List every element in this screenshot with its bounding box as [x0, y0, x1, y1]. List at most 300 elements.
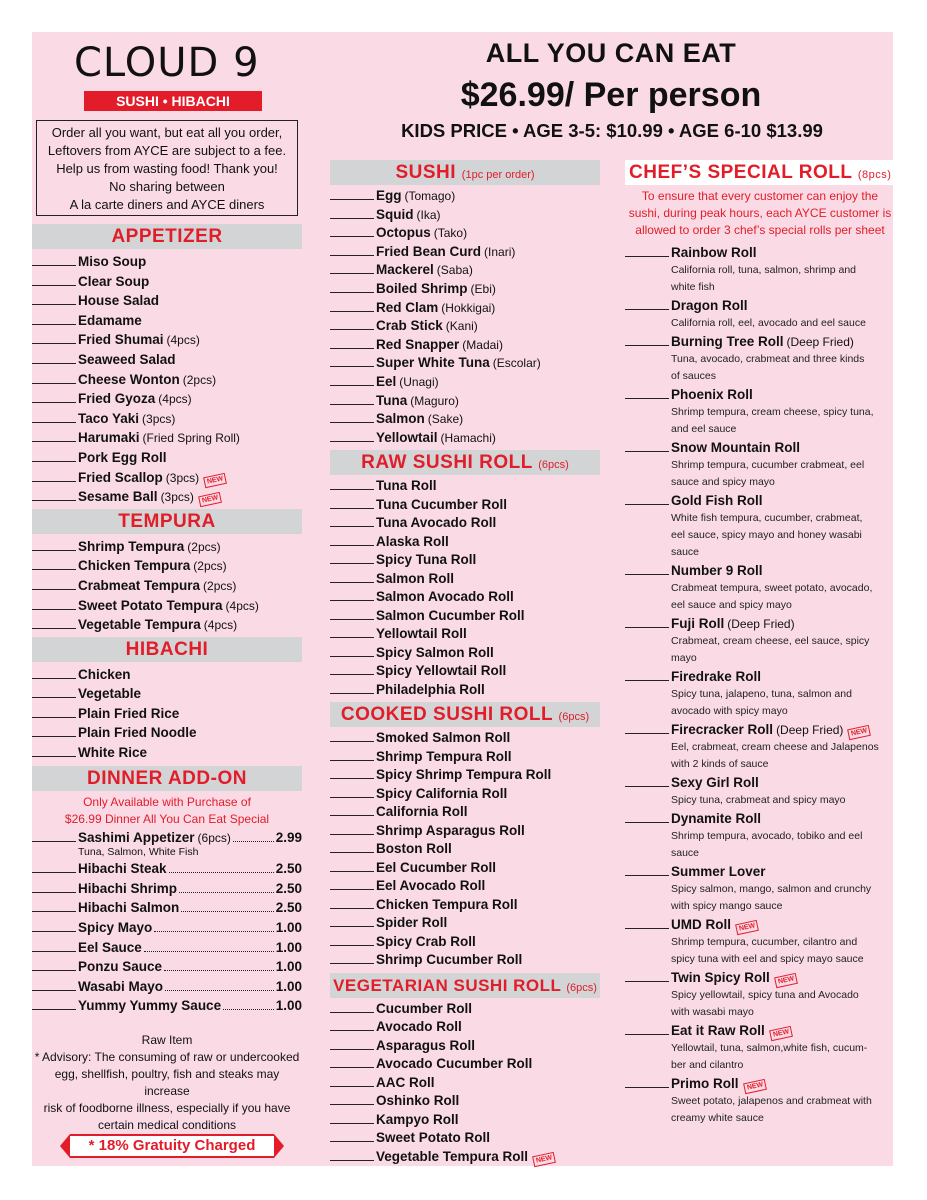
item-note: (Ebi): [470, 281, 496, 296]
item-name: Egg: [376, 188, 402, 203]
menu-item: [330, 803, 600, 822]
order-blank: [625, 775, 669, 787]
chef-roll: [625, 773, 895, 809]
menu-item: [330, 280, 600, 299]
order-blank: [330, 552, 374, 564]
menu-item: [330, 496, 600, 515]
veg-roll-heading: [330, 973, 600, 998]
order-blank: [330, 355, 374, 367]
item-name: Wasabi Mayo: [78, 978, 164, 994]
order-blank: [32, 830, 76, 842]
order-blank: [330, 589, 374, 601]
addon-sub2: $26.99 Dinner All You Can Eat Special: [64, 811, 270, 826]
item-name: Avocado Cucumber Roll: [376, 1056, 533, 1072]
roll-desc: ber and cilantro: [671, 1059, 744, 1071]
order-blank: [330, 244, 374, 256]
left-column: [32, 32, 302, 1166]
order-blank: [330, 804, 374, 816]
item-note: (Saba): [436, 263, 473, 278]
dot-leader: [233, 830, 274, 842]
item-note: (2pcs): [193, 559, 227, 574]
menu-item: [330, 354, 600, 373]
item-name: Spicy Tuna Roll: [376, 552, 477, 568]
item-note: (3pcs): [165, 470, 200, 485]
item-name: Tuna Avocado Roll: [376, 515, 497, 531]
item-name: Twin Spicy Roll: [671, 970, 770, 985]
menu-item: [32, 448, 302, 468]
new-badge: NEW: [769, 1026, 793, 1041]
chef-roll: [625, 561, 895, 614]
item-note: (Madai): [462, 337, 503, 352]
raw-roll-list: [330, 475, 600, 699]
item-name: Tuna: [376, 392, 408, 408]
item-name: Clear Soup: [78, 273, 150, 289]
roll-desc: Shrimp tempura, avocado, tobiko and eel: [671, 830, 863, 842]
item-price: 2.50: [275, 861, 302, 877]
menu-item: [32, 330, 302, 350]
item-name: Burning Tree Roll: [671, 334, 784, 349]
roll-desc: Crabmeat tempura, sweet potato, avocado,: [671, 582, 873, 594]
item-note: (Hamachi): [440, 430, 496, 445]
item-name: Sesame Ball: [78, 489, 158, 505]
item-name: Salmon: [376, 411, 425, 427]
chef-roll: [625, 915, 895, 968]
new-badge: NEW: [743, 1079, 767, 1094]
cooked-roll-heading: [330, 702, 600, 727]
item-name: Crab Stick: [376, 318, 443, 334]
menu-item: [32, 957, 302, 977]
item-name: Asparagus Roll: [376, 1037, 476, 1053]
order-blank: [330, 188, 374, 200]
item-price: 1.00: [275, 939, 302, 955]
item-name: Spicy California Roll: [376, 785, 508, 801]
hibachi-list: [32, 662, 302, 763]
item-name: Chicken: [78, 666, 131, 682]
menu-item: [32, 743, 302, 763]
item-note: (4pcs): [225, 598, 259, 613]
chef-roll: [625, 862, 895, 915]
item-name: Fuji Roll: [671, 616, 725, 631]
item-name: Tuna Cucumber Roll: [376, 496, 508, 512]
item-name: Eel Avocado Roll: [376, 878, 486, 894]
order-blank: [32, 391, 76, 403]
order-blank: [32, 861, 76, 873]
item-name: Spider Roll: [376, 915, 448, 931]
roll-desc: with wasabi mayo: [671, 1006, 754, 1018]
roll-desc: Shrimp tempura, cream cheese, spicy tuna,: [671, 406, 874, 418]
menu-item: [625, 1074, 895, 1093]
item-name: Octopus: [376, 225, 431, 241]
menu-item: [330, 514, 600, 533]
menu-item: [330, 588, 600, 607]
roll-desc: eel sauce and spicy mayo: [671, 599, 792, 611]
order-blank: [625, 616, 669, 628]
menu-item: [32, 272, 302, 292]
roll-desc: sauce: [671, 546, 700, 558]
menu-item: [330, 317, 600, 336]
order-blank: [625, 245, 669, 257]
logo: CLOUD 9: [74, 40, 260, 86]
order-blank: [330, 374, 374, 386]
order-blank: [32, 881, 76, 893]
item-name: Spicy Shrimp Tempura Roll: [376, 767, 552, 783]
order-blank: [330, 841, 374, 853]
item-name: Firecracker Roll: [671, 722, 774, 737]
menu-item: [32, 596, 302, 616]
item-name: Phoenix Roll: [671, 387, 753, 402]
dot-leader: [165, 979, 274, 991]
menu-item: [330, 681, 600, 700]
sushi-list: [330, 185, 600, 447]
order-blank: [32, 706, 76, 718]
appetizer-heading: APPETIZER: [32, 224, 302, 249]
item-name: Edamame: [78, 312, 142, 328]
menu-item: [330, 410, 600, 429]
item-name: Eel: [376, 373, 397, 389]
item-name: Primo Roll: [671, 1076, 739, 1091]
cooked-roll-list: [330, 727, 600, 970]
menu-item: [330, 533, 600, 552]
middle-column: [330, 160, 600, 1166]
order-blank: [330, 1093, 374, 1105]
menu-item: [625, 915, 895, 934]
notice-box: [36, 120, 298, 216]
menu-item: [625, 438, 895, 457]
notice-line: A la carte diners and AYCE diners: [69, 197, 265, 212]
menu-item: [330, 785, 600, 804]
hibachi-heading: HIBACHI: [32, 637, 302, 662]
advisory-line: * Advisory: The consuming of raw or undercooked: [34, 1050, 300, 1064]
item-name: Eat it Raw Roll: [671, 1023, 765, 1038]
roll-desc: avocado with spicy mayo: [671, 705, 788, 717]
chef-roll: [625, 1021, 895, 1074]
order-blank: [330, 1130, 374, 1142]
chef-intro: sushi, during peak hours, each AYCE customer is: [628, 206, 892, 220]
item-note: (Deep Fried): [776, 723, 844, 737]
roll-desc: Crabmeat, cream cheese, eel sauce, spicy: [671, 635, 870, 647]
menu-item: [32, 350, 302, 370]
item-name: Shrimp Tempura: [78, 538, 185, 554]
menu-item: [32, 615, 302, 635]
new-badge: NEW: [532, 1152, 556, 1167]
item-name: Rainbow Roll: [671, 245, 757, 260]
item-name: Eel Cucumber Roll: [376, 859, 497, 875]
item-note: (Fried Spring Roll): [142, 431, 240, 446]
roll-desc: White fish tempura, cucumber, crabmeat,: [671, 512, 863, 524]
item-name: Cheese Wonton: [78, 371, 180, 387]
order-blank: [32, 313, 76, 325]
order-blank: [330, 1019, 374, 1031]
item-name: Sashimi Appetizer: [78, 829, 195, 845]
item-name: Spicy Crab Roll: [376, 933, 476, 949]
roll-desc: Yellowtail, tuna, salmon,white fish, cucum-: [671, 1042, 868, 1054]
menu-item: [330, 877, 600, 896]
order-blank: [32, 430, 76, 442]
order-blank: [32, 920, 76, 932]
order-blank: [330, 749, 374, 761]
item-name: Seaweed Salad: [78, 351, 176, 367]
order-blank: [32, 578, 76, 590]
menu-item: [330, 1074, 600, 1093]
order-blank: [625, 1076, 669, 1088]
order-blank: [330, 860, 374, 872]
order-blank: [32, 352, 76, 364]
item-note: (Tako): [433, 226, 468, 241]
menu-item: [32, 723, 302, 743]
menu-item: [330, 1000, 600, 1019]
order-blank: [625, 563, 669, 575]
chef-roll-list: [625, 239, 895, 1127]
order-blank: [330, 1075, 374, 1087]
cooked-roll-heading-sub: (6pcs): [558, 711, 590, 724]
order-blank: [32, 979, 76, 991]
veg-roll-heading-sub: (6pcs): [566, 981, 597, 994]
menu-item: [32, 537, 302, 557]
order-blank: [330, 1149, 374, 1161]
item-name: Cucumber Roll: [376, 1000, 473, 1016]
menu-item: [330, 840, 600, 859]
item-name: Philadelphia Roll: [376, 681, 485, 697]
item-name: Ponzu Sauce: [78, 959, 163, 975]
new-badge: NEW: [203, 472, 227, 487]
menu-item: [625, 332, 895, 351]
veg-roll-heading-title: VEGETARIAN SUSHI ROLL: [333, 975, 562, 995]
order-blank: [32, 686, 76, 698]
menu-item: [330, 1111, 600, 1130]
order-blank: [330, 534, 374, 546]
menu-item: [32, 409, 302, 429]
item-name: UMD Roll: [671, 917, 731, 932]
menu-item: [32, 684, 302, 704]
order-blank: [32, 598, 76, 610]
order-blank: [625, 334, 669, 346]
item-name: Vegetable Tempura: [78, 617, 201, 633]
menu-item: [625, 296, 895, 315]
kids-price: KIDS PRICE • AGE 3-5: $10.99 • AGE 6-10 $13.99: [401, 120, 823, 141]
menu-item: [330, 607, 600, 626]
chef-roll: [625, 1074, 895, 1127]
menu-item: [625, 385, 895, 404]
roll-desc: with spicy mango sauce: [671, 900, 783, 912]
order-blank: [32, 332, 76, 344]
roll-desc: sauce and spicy mayo: [671, 476, 775, 488]
order-blank: [330, 1056, 374, 1068]
dot-leader: [144, 940, 274, 952]
menu-item: [330, 933, 600, 952]
item-name: Smoked Salmon Roll: [376, 730, 511, 746]
item-name: Hibachi Salmon: [78, 900, 180, 916]
chef-roll: [625, 968, 895, 1021]
advisory-line: egg, shellfish, poultry, fish and steaks may increase: [54, 1067, 280, 1098]
roll-desc: Spicy tuna, crabmeat and spicy mayo: [671, 794, 846, 806]
menu-item: [625, 614, 895, 633]
menu-item: [32, 252, 302, 272]
menu-item: [330, 224, 600, 243]
item-name: Hibachi Shrimp: [78, 880, 178, 896]
menu-item: [625, 1021, 895, 1040]
menu-item: [330, 896, 600, 915]
item-price: 2.50: [275, 880, 302, 896]
order-blank: [625, 811, 669, 823]
item-note: (Escolar): [492, 356, 541, 371]
order-blank: [32, 617, 76, 629]
menu-item: [625, 968, 895, 987]
chef-heading: [625, 160, 895, 185]
order-blank: [330, 1112, 374, 1124]
dot-leader: [164, 959, 274, 971]
item-name: Vegetable Tempura Roll: [376, 1148, 529, 1164]
item-name: Boiled Shrimp: [376, 280, 468, 296]
tempura-list: [32, 534, 302, 635]
item-name: Spicy Yellowtail Roll: [376, 663, 507, 679]
order-blank: [330, 393, 374, 405]
roll-desc: white fish: [671, 281, 715, 293]
item-name: Dragon Roll: [671, 298, 748, 313]
order-blank: [625, 493, 669, 505]
addon-heading: DINNER ADD-ON: [32, 766, 302, 791]
menu-item: [32, 996, 302, 1016]
order-blank: [330, 430, 374, 442]
menu-item: [32, 918, 302, 938]
menu-item: [32, 556, 302, 576]
order-blank: [625, 970, 669, 982]
item-note: (Tomago): [404, 189, 456, 203]
item-name: Yellowtail Roll: [376, 626, 467, 642]
sushi-heading: [330, 160, 600, 185]
order-blank: [330, 1001, 374, 1013]
item-name: House Salad: [78, 293, 160, 309]
item-name: Yellowtail: [376, 429, 438, 445]
menu-item: [32, 576, 302, 596]
item-name: Salmon Avocado Roll: [376, 589, 514, 605]
logo-tagline: SUSHI • HIBACHI: [84, 91, 262, 111]
order-blank: [625, 1023, 669, 1035]
menu-item: [330, 187, 600, 206]
item-name: Super White Tuna: [376, 355, 490, 371]
roll-desc: spicy tuna with eel and spicy mayo sauce: [671, 953, 864, 965]
item-name: Red Clam: [376, 299, 439, 315]
roll-desc: Shrimp tempura, cucumber, cilantro and: [671, 936, 858, 948]
menu-item: [32, 311, 302, 331]
order-blank: [32, 667, 76, 679]
dot-leader: [169, 861, 274, 873]
chef-roll: [625, 438, 895, 491]
item-note: (Inari): [484, 244, 516, 259]
menu-item: [330, 644, 600, 663]
item-price: 1.00: [275, 998, 302, 1014]
menu-item: [625, 491, 895, 510]
item-name: Mackerel: [376, 262, 434, 278]
item-note: (4pcs): [166, 333, 200, 348]
order-blank: [32, 411, 76, 423]
menu-item: [330, 570, 600, 589]
item-note: (4pcs): [203, 618, 238, 633]
order-blank: [32, 900, 76, 912]
order-blank: [32, 539, 76, 551]
menu-item: [32, 370, 302, 390]
order-blank: [330, 915, 374, 927]
order-blank: [330, 878, 374, 890]
roll-desc: sauce: [671, 847, 700, 859]
chef-roll: [625, 243, 895, 296]
menu-item: [330, 766, 600, 785]
chef-roll: [625, 491, 895, 561]
item-name: Sweet Potato Tempura: [78, 597, 223, 613]
order-blank: [330, 823, 374, 835]
order-blank: [32, 940, 76, 952]
chef-roll: [625, 809, 895, 862]
order-blank: [330, 337, 374, 349]
roll-desc: Tuna, avocado, crabmeat and three kinds: [671, 353, 865, 365]
item-note: (Deep Fried): [727, 617, 795, 631]
menu-item: [32, 859, 302, 879]
item-name: Fried Shumai: [78, 332, 164, 348]
item-name: Taco Yaki: [78, 410, 140, 426]
order-blank: [625, 722, 669, 734]
item-name: Fried Scallop: [78, 469, 163, 485]
notice-line: No sharing between: [109, 179, 225, 194]
item-name: Red Snapper: [376, 336, 460, 352]
order-blank: [32, 558, 76, 570]
order-blank: [330, 300, 374, 312]
addon-list: [32, 828, 302, 1016]
menu-item: [330, 859, 600, 878]
advisory-line: risk of foodborne illness, especially if you have: [43, 1101, 291, 1115]
notice-line: Leftovers from AYCE are subject to a fee.: [47, 143, 287, 158]
item-name: White Rice: [78, 745, 148, 761]
item-note: (Deep Fried): [786, 335, 854, 349]
menu-item: [330, 1037, 600, 1056]
menu-item: [32, 665, 302, 685]
item-name: Boston Roll: [376, 841, 452, 857]
gratuity-banner: * 18% Gratuity Charged: [70, 1134, 274, 1158]
chef-roll: [625, 332, 895, 385]
item-name: Salmon Cucumber Roll: [376, 607, 525, 623]
cooked-roll-heading-title: COOKED SUSHI ROLL: [340, 704, 553, 726]
item-note: (3pcs): [142, 411, 176, 426]
item-name: Kampyo Roll: [376, 1111, 459, 1127]
order-blank: [32, 274, 76, 286]
ayce-price: $26.99/ Per person: [460, 76, 762, 114]
chef-intro: allowed to order 3 chef’s special rolls per sheet: [635, 223, 885, 237]
right-column: [625, 160, 895, 1166]
raw-roll-heading-title: RAW SUSHI ROLL: [361, 452, 533, 474]
item-name: Chicken Tempura: [78, 558, 191, 574]
item-name: Plain Fried Rice: [78, 705, 180, 721]
new-badge: NEW: [848, 725, 872, 740]
menu-item: [330, 1092, 600, 1111]
item-note: (4pcs): [158, 392, 192, 407]
notice-line: Help us from wasting food! Thank you!: [56, 161, 278, 176]
order-blank: [330, 663, 374, 675]
item-name: Squid: [376, 206, 414, 222]
addon-sub1: Only Available with Purchase of: [83, 794, 251, 809]
chef-roll: [625, 385, 895, 438]
chef-roll: [625, 614, 895, 667]
item-name: Gold Fish Roll: [671, 493, 763, 508]
dot-leader: [179, 881, 274, 893]
order-blank: [330, 318, 374, 330]
roll-desc: eel sauce, spicy mayo and honey wasabi: [671, 529, 862, 541]
menu-item: [330, 625, 600, 644]
menu-item: [330, 729, 600, 748]
order-blank: [330, 497, 374, 509]
menu-item: [32, 704, 302, 724]
order-blank: [625, 917, 669, 929]
menu-item: [330, 662, 600, 681]
order-blank: [625, 387, 669, 399]
item-note: (Maguro): [410, 393, 459, 408]
